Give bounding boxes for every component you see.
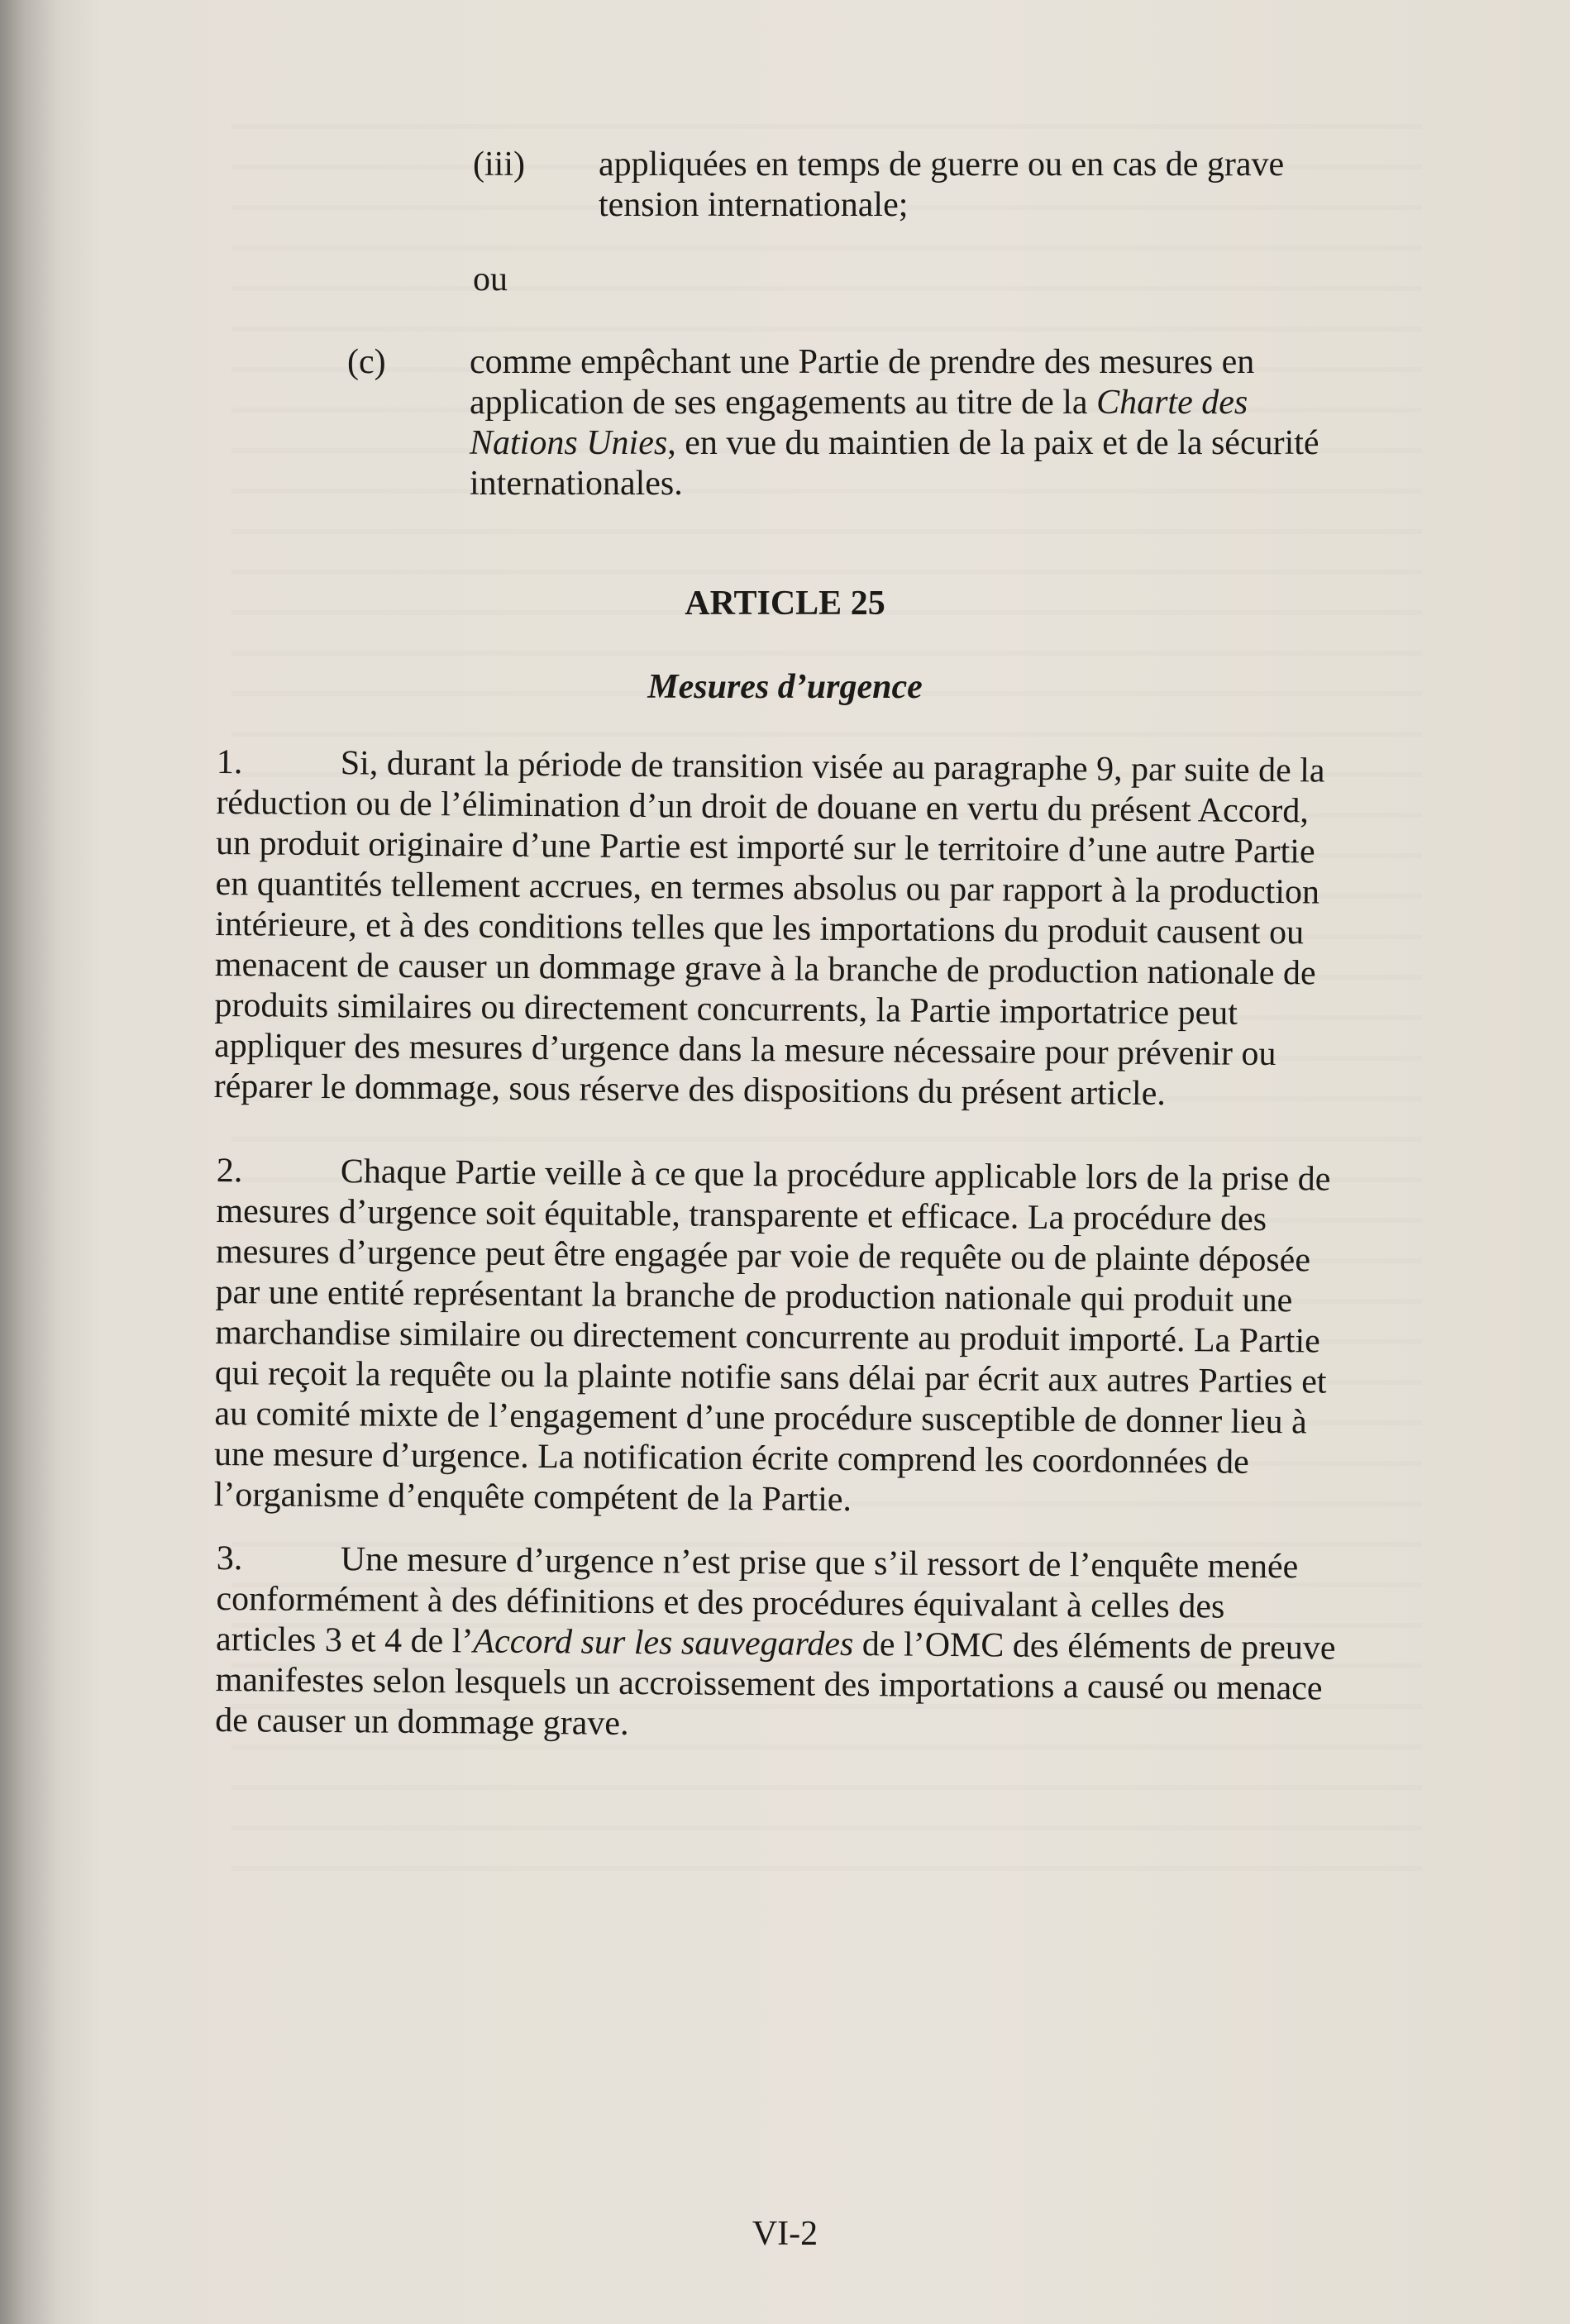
paragraph-1-line-5: intérieure, et à des conditions telles que les importations du produit causent ou bbox=[215, 904, 1305, 952]
paragraph-3-line-3-text: articles 3 et 4 de l’ bbox=[215, 1620, 474, 1661]
paragraph-1-line-8: appliquer des mesures d’urgence dans la mesure nécessaire pour prévenir ou bbox=[213, 1026, 1277, 1074]
paragraph-2 bbox=[214, 1151, 1341, 1525]
paragraph-3 bbox=[215, 1539, 1341, 1750]
paragraph-2-line-6: qui reçoit la requête ou la plainte notifie sans délai par écrit aux autres Parties et bbox=[214, 1353, 1327, 1401]
item-c-line-3 bbox=[470, 423, 1319, 464]
item-c-line-2 bbox=[470, 383, 1319, 423]
item-c-line-2-text: application de ses engagements au titre de la bbox=[470, 384, 1097, 422]
page-number: VI-2 bbox=[752, 2215, 818, 2253]
paragraph-2-line-3: mesures d’urgence peut être engagée par voie de requête ou de plainte déposée bbox=[215, 1232, 1311, 1280]
paragraph-2-line-9: l’organisme d’enquête compétent de la Partie. bbox=[213, 1475, 852, 1520]
conjunction-ou: ou bbox=[473, 260, 508, 298]
item-c-line-4: internationales. bbox=[470, 465, 683, 503]
item-c-line-1: comme empêchant une Partie de prendre des mesures en bbox=[470, 343, 1255, 381]
paragraph-2-line-7: au comité mixte de l’engagement d’une procédure susceptible de donner lieu à bbox=[214, 1394, 1307, 1442]
paragraph-1-line-6: menacent de causer un dommage grave à la branche de production nationale de bbox=[214, 945, 1316, 993]
paragraph-1-line-4: en quantités tellement accrues, en termes absolus ou par rapport à la production bbox=[215, 864, 1320, 912]
paragraph-2-line-5: marchandise similaire ou directement concurrente au produit importé. La Partie bbox=[215, 1313, 1320, 1361]
paragraph-1-line-7: produits similaires ou directement concurrents, la Partie importatrice peut bbox=[214, 985, 1238, 1033]
item-c-line-3-text: , en vue du maintien de la paix et de la sécurité bbox=[667, 424, 1319, 462]
paragraph-1 bbox=[214, 742, 1341, 1116]
paragraph-3-accord-italic: Accord sur les sauvegardes bbox=[473, 1622, 854, 1664]
paragraph-3-number: 3. bbox=[216, 1539, 243, 1578]
paragraph-1-line-9: réparer le dommage, sous réserve des dispositions du présent article. bbox=[213, 1067, 1167, 1114]
item-c-label: (c) bbox=[347, 343, 386, 381]
paragraph-3-line-2: conformément à des définitions et des procédures équivalant à celles des bbox=[216, 1579, 1225, 1626]
paragraph-2-number: 2. bbox=[216, 1152, 243, 1191]
paragraph-2-line-4: par une entité représentant la branche de production nationale qui produit une bbox=[215, 1272, 1293, 1320]
item-iii-line-2: tension internationale; bbox=[599, 186, 909, 224]
item-c-charte-italic: Charte des bbox=[1096, 384, 1248, 422]
article-title: ARTICLE 25 bbox=[685, 585, 885, 623]
item-iii-line-1: appliquées en temps de guerre ou en cas de grave bbox=[599, 146, 1285, 184]
paragraph-3-line-1-text: Une mesure d’urgence n’est prise que s’il ressort de l’enquête menée bbox=[340, 1540, 1299, 1587]
item-iii-text bbox=[599, 145, 1284, 226]
paragraph-1-line-3: un produit originaire d’une Partie est importé sur le territoire d’une autre Partie bbox=[215, 823, 1315, 871]
item-c-nations-italic: Nations Unies bbox=[470, 424, 668, 462]
paragraph-1-line-1-text: Si, durant la période de transition visée au paragraphe 9, par suite de la bbox=[340, 744, 1325, 790]
paragraph-2-line-2: mesures d’urgence soit équitable, transparente et efficace. La procédure des bbox=[216, 1191, 1267, 1238]
paragraph-1-line-2: réduction ou de l’élimination d’un droit de douane en vertu du présent Accord, bbox=[216, 783, 1310, 831]
article-subtitle: Mesures d’urgence bbox=[647, 668, 923, 706]
paragraph-3-line-5: de causer un dommage grave. bbox=[215, 1701, 629, 1743]
paragraph-3-line-3-post: de l’OMC des éléments de preuve bbox=[853, 1625, 1336, 1668]
item-iii-label: (iii) bbox=[473, 146, 525, 184]
paragraph-1-number: 1. bbox=[216, 742, 243, 782]
paragraph-2-line-1-text: Chaque Partie veille à ce que la procédure applicable lors de la prise de bbox=[340, 1152, 1331, 1199]
item-c-text bbox=[470, 342, 1319, 504]
paragraph-3-line-4: manifestes selon lesquels un accroissement des importations a causé ou menace bbox=[215, 1660, 1323, 1708]
paragraph-2-line-8: une mesure d’urgence. La notification écrite comprend les coordonnées de bbox=[213, 1434, 1249, 1482]
